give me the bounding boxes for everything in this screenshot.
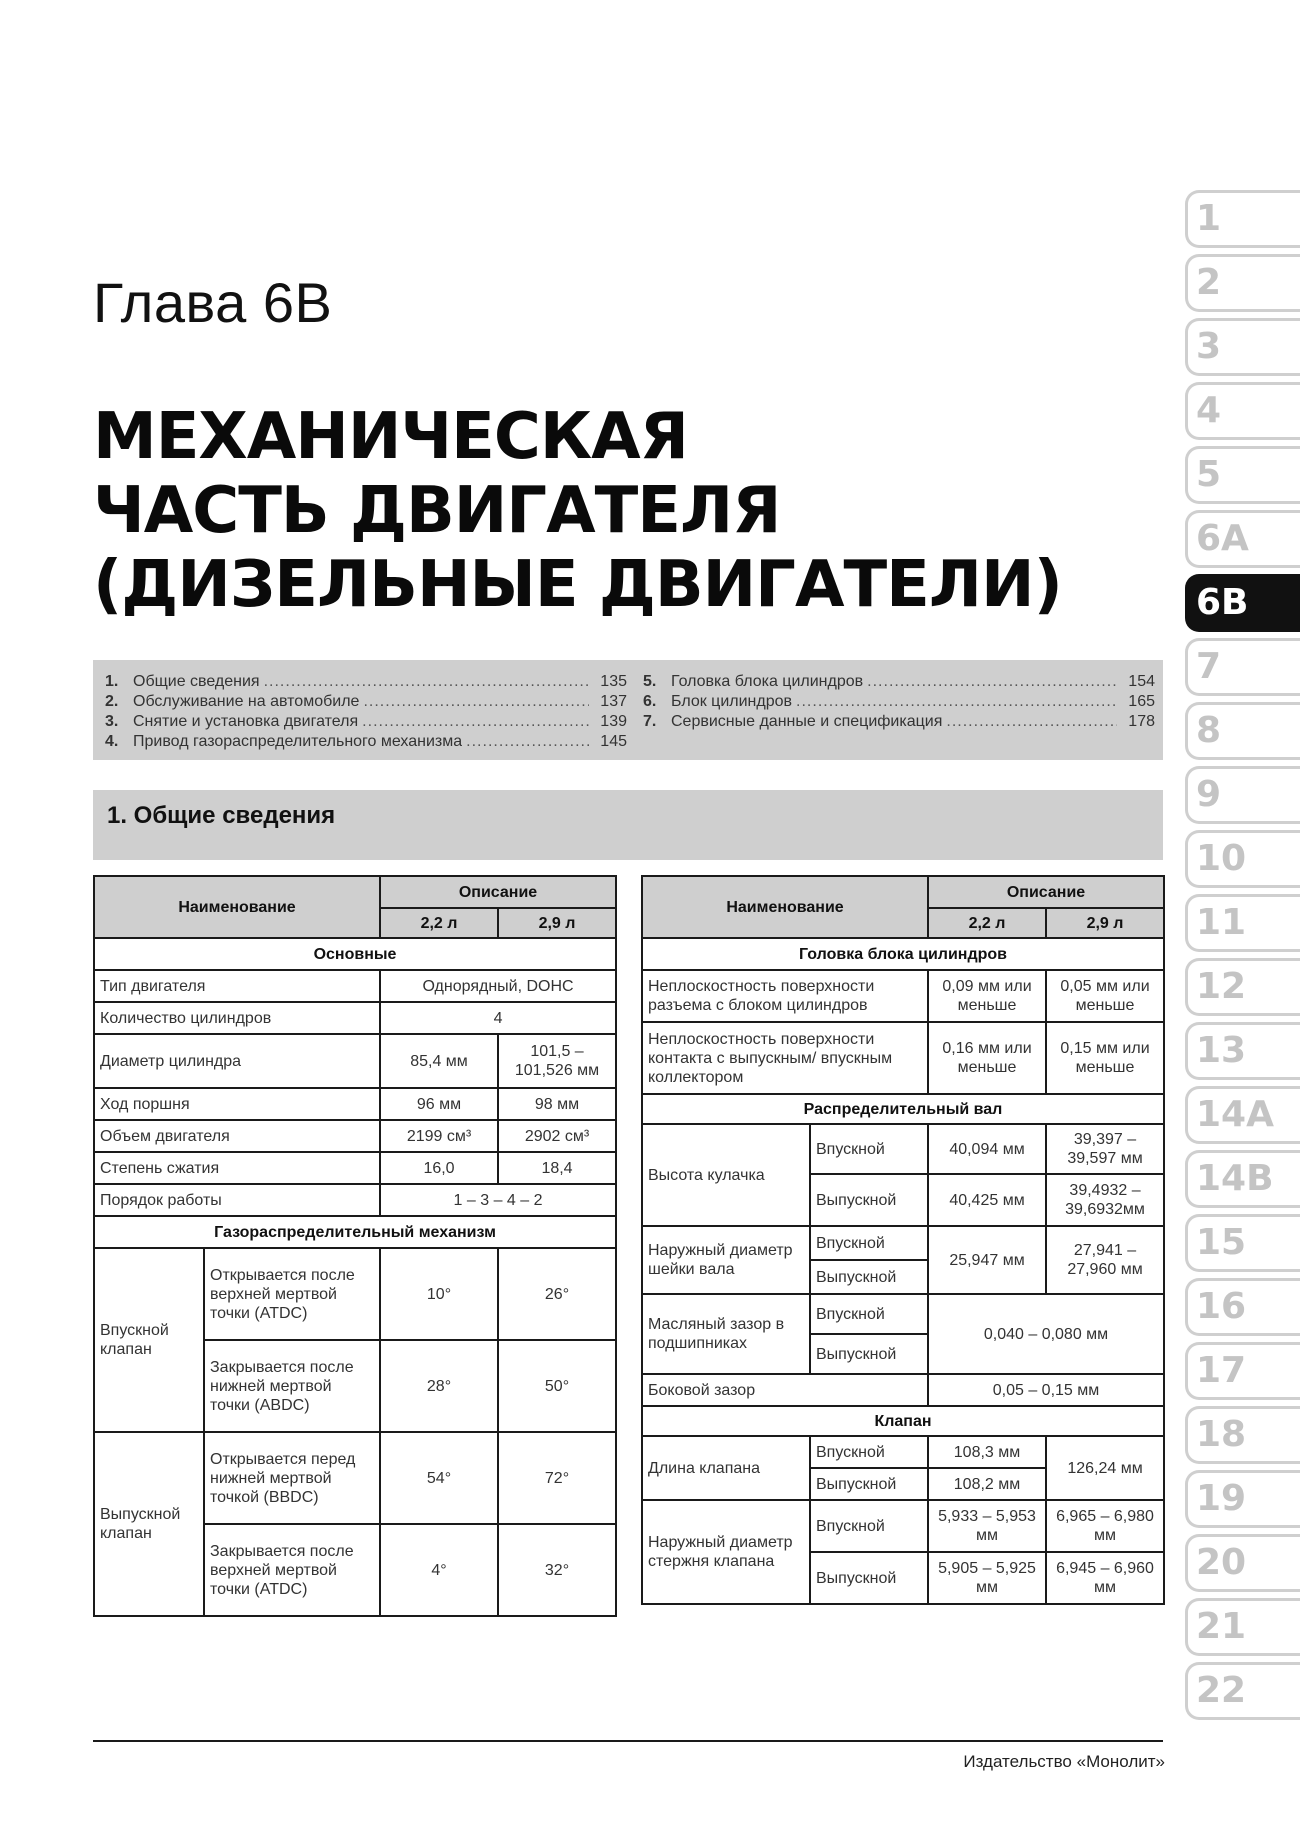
chapter-tab[interactable]: 19: [1185, 1470, 1300, 1528]
header-2-2l: 2,2 л: [928, 908, 1046, 938]
toc-page: 137: [600, 693, 627, 710]
chapter-tab[interactable]: 7: [1185, 638, 1300, 696]
toc-leader: [867, 672, 1117, 692]
row-value-2-2l: 108,3 мм: [928, 1436, 1046, 1468]
row-value-2-9l: 72°: [498, 1432, 616, 1524]
row-value-2-9l: 101,5 – 101,526 мм: [498, 1034, 616, 1088]
chapter-tab[interactable]: 9: [1185, 766, 1300, 824]
table-row: [642, 1124, 1164, 1174]
row-label: Закрывается после нижней мертвой точки (ABDC): [204, 1340, 380, 1432]
toc-title: Головка блока цилиндров: [671, 673, 864, 690]
row-sublabel: Выпускной: [810, 1260, 928, 1294]
toc-page: 154: [1128, 673, 1155, 690]
header-name: Наименование: [642, 876, 928, 938]
row-value-2-2l: 40,094 мм: [928, 1124, 1046, 1174]
row-value-2-9l: 6,965 – 6,980 мм: [1046, 1500, 1164, 1552]
table-row: [642, 970, 1164, 1022]
spec-table-general: [93, 875, 617, 1617]
toc-page: 165: [1128, 693, 1155, 710]
table-row: [642, 1022, 1164, 1094]
table-row: [642, 1294, 1164, 1334]
chapter-tab[interactable]: 8: [1185, 702, 1300, 760]
table-row: [94, 1248, 616, 1340]
toc-title: Привод газораспределительного механизма: [133, 733, 463, 750]
page-title: [93, 400, 1062, 622]
row-sublabel: Впускной: [810, 1294, 928, 1334]
toc-number: 3.: [105, 713, 119, 730]
row-value-2-9l: 27,941 – 27,960 мм: [1046, 1226, 1164, 1294]
toc-item[interactable]: [643, 692, 1155, 712]
row-sublabel: Впускной: [810, 1226, 928, 1260]
row-label: Боковой зазор: [642, 1374, 928, 1406]
row-value-2-9l: 18,4: [498, 1152, 616, 1184]
row-label: Ход поршня: [94, 1088, 380, 1120]
row-value-2-2l: 54°: [380, 1432, 498, 1524]
toc-item[interactable]: [105, 732, 627, 752]
row-sublabel: Впускной: [810, 1500, 928, 1552]
toc-title: Сервисные данные и спецификация: [671, 713, 943, 730]
header-2-2l: 2,2 л: [380, 908, 498, 938]
chapter-tab-active[interactable]: 6В: [1185, 574, 1300, 632]
toc-number: 1.: [105, 673, 119, 690]
row-label: Степень сжатия: [94, 1152, 380, 1184]
toc-leader: [466, 732, 589, 752]
row-value-2-2l: 10°: [380, 1248, 498, 1340]
row-value: 1 – 3 – 4 – 2: [380, 1184, 616, 1216]
table-row: [94, 1184, 616, 1216]
row-label: Неплоскостность поверхности разъема с блоком цилиндров: [642, 970, 928, 1022]
header-description: Описание: [380, 876, 616, 908]
row-label: Количество цилиндров: [94, 1002, 380, 1034]
toc-item[interactable]: [105, 672, 627, 692]
title-line: (ДИЗЕЛЬНЫЕ ДВИГАТЕЛИ): [93, 548, 1062, 622]
toc-column-right: [643, 672, 1155, 732]
table-header-row: [642, 876, 1164, 908]
table-of-contents: [93, 660, 1163, 760]
table-row: [94, 1002, 616, 1034]
toc-item[interactable]: [105, 712, 627, 732]
row-sublabel: Выпускной: [810, 1174, 928, 1226]
chapter-tab[interactable]: 5: [1185, 446, 1300, 504]
row-group-label: Наружный диаметр шейки вала: [642, 1226, 810, 1294]
row-value-2-2l: 108,2 мм: [928, 1468, 1046, 1500]
group-title: Распределительный вал: [642, 1094, 1164, 1124]
spec-table-cylinder-head: [641, 875, 1165, 1605]
row-group-label: Выпускной клапан: [94, 1432, 204, 1616]
row-value-2-2l: 28°: [380, 1340, 498, 1432]
row-value-2-9l: 0,05 мм или меньше: [1046, 970, 1164, 1022]
group-row: [642, 938, 1164, 970]
header-description: Описание: [928, 876, 1164, 908]
toc-title: Снятие и установка двигателя: [133, 713, 359, 730]
toc-number: 7.: [643, 713, 657, 730]
toc-page: 135: [600, 673, 627, 690]
toc-item[interactable]: [105, 692, 627, 712]
toc-leader: [264, 672, 589, 692]
chapter-tab[interactable]: 2: [1185, 254, 1300, 312]
header-name: Наименование: [94, 876, 380, 938]
toc-leader: [946, 712, 1117, 732]
row-sublabel: Выпускной: [810, 1552, 928, 1604]
row-value-2-9l: 98 мм: [498, 1088, 616, 1120]
section-header: [93, 790, 1163, 860]
toc-item[interactable]: [643, 672, 1155, 692]
row-group-label: Длина клапана: [642, 1436, 810, 1500]
table-row: [94, 1432, 616, 1524]
row-value-2-2l: 16,0: [380, 1152, 498, 1184]
toc-column-left: [105, 672, 627, 752]
chapter-tab[interactable]: 3: [1185, 318, 1300, 376]
chapter-tab[interactable]: 22: [1185, 1662, 1300, 1720]
group-title: Основные: [94, 938, 616, 970]
row-label: Объем двигателя: [94, 1120, 380, 1152]
publisher-footer: Издательство «Монолит»: [963, 1752, 1165, 1771]
chapter-tab[interactable]: 4: [1185, 382, 1300, 440]
row-value-2-2l: 2199 см³: [380, 1120, 498, 1152]
group-title: Головка блока цилиндров: [642, 938, 1164, 970]
row-value: 0,040 – 0,080 мм: [928, 1294, 1164, 1374]
table-header-row: [94, 876, 616, 908]
chapter-tab[interactable]: 18: [1185, 1406, 1300, 1464]
chapter-tab[interactable]: 14В: [1185, 1150, 1300, 1208]
group-row: [94, 1216, 616, 1248]
row-value-2-2l: 85,4 мм: [380, 1034, 498, 1088]
row-value: Однорядный, DOHC: [380, 970, 616, 1002]
title-line: МЕХАНИЧЕСКАЯ: [93, 400, 688, 474]
row-value-2-2l: 0,16 мм или меньше: [928, 1022, 1046, 1094]
row-value-2-9l: 6,945 – 6,960 мм: [1046, 1552, 1164, 1604]
toc-number: 5.: [643, 673, 657, 690]
toc-title: Блок цилиндров: [671, 693, 793, 710]
chapter-tab[interactable]: 13: [1185, 1022, 1300, 1080]
chapter-tab[interactable]: 10: [1185, 830, 1300, 888]
toc-number: 4.: [105, 733, 119, 750]
row-value-2-9l: 26°: [498, 1248, 616, 1340]
chapter-tab[interactable]: 6А: [1185, 510, 1300, 568]
row-group-label: Высота кулачка: [642, 1124, 810, 1226]
row-value-2-2l: 0,09 мм или меньше: [928, 970, 1046, 1022]
group-title: Клапан: [642, 1406, 1164, 1436]
chapter-tab[interactable]: 15: [1185, 1214, 1300, 1272]
table-row: [94, 1152, 616, 1184]
row-value: 4: [380, 1002, 616, 1034]
toc-title: Общие сведения: [133, 673, 260, 690]
row-value: 0,05 – 0,15 мм: [928, 1374, 1164, 1406]
chapter-label: Глава 6В: [93, 271, 333, 334]
toc-leader: [362, 712, 589, 732]
row-label: Открывается перед нижней мертвой точкой (BBDC): [204, 1432, 380, 1524]
toc-leader: [363, 692, 589, 712]
footer-divider: [93, 1740, 1163, 1742]
row-label: Неплоскостность поверхности контакта с выпускным/ впускным коллектором: [642, 1022, 928, 1094]
table-row: [94, 1120, 616, 1152]
row-value-2-2l: 25,947 мм: [928, 1226, 1046, 1294]
group-row: [642, 1406, 1164, 1436]
row-sublabel: Впускной: [810, 1436, 928, 1468]
row-value-2-9l: 126,24 мм: [1046, 1436, 1164, 1500]
title-line: ЧАСТЬ ДВИГАТЕЛЯ: [93, 474, 781, 548]
header-2-9l: 2,9 л: [498, 908, 616, 938]
row-label: Диаметр цилиндра: [94, 1034, 380, 1088]
group-row: [642, 1094, 1164, 1124]
section-title: 1. Общие сведения: [107, 802, 336, 829]
row-label: Тип двигателя: [94, 970, 380, 1002]
table-row: [94, 1034, 616, 1088]
row-label: Порядок работы: [94, 1184, 380, 1216]
row-value-2-9l: 50°: [498, 1340, 616, 1432]
chapter-tab[interactable]: 1: [1185, 190, 1300, 248]
row-value-2-2l: 4°: [380, 1524, 498, 1616]
row-group-label: Впускной клапан: [94, 1248, 204, 1432]
row-group-label: Масляный зазор в подшипниках: [642, 1294, 810, 1374]
toc-leader: [796, 692, 1117, 712]
row-value-2-9l: 39,397 – 39,597 мм: [1046, 1124, 1164, 1174]
toc-item[interactable]: [643, 712, 1155, 732]
row-value-2-2l: 96 мм: [380, 1088, 498, 1120]
table-row: [94, 1088, 616, 1120]
toc-page: 178: [1128, 713, 1155, 730]
toc-page: 139: [600, 713, 627, 730]
toc-number: 2.: [105, 693, 119, 710]
row-sublabel: Впускной: [810, 1124, 928, 1174]
toc-title: Обслуживание на автомобиле: [133, 693, 360, 710]
table-row: [642, 1436, 1164, 1468]
row-value-2-2l: 5,933 – 5,953 мм: [928, 1500, 1046, 1552]
row-value-2-9l: 0,15 мм или меньше: [1046, 1022, 1164, 1094]
chapter-tab[interactable]: 20: [1185, 1534, 1300, 1592]
row-sublabel: Выпускной: [810, 1334, 928, 1374]
row-value-2-2l: 40,425 мм: [928, 1174, 1046, 1226]
chapter-tab[interactable]: 11: [1185, 894, 1300, 952]
row-label: Открывается после верхней мертвой точки (ATDC): [204, 1248, 380, 1340]
chapter-tab[interactable]: 17: [1185, 1342, 1300, 1400]
table-row: [642, 1500, 1164, 1552]
toc-page: 145: [600, 733, 627, 750]
row-value-2-9l: 2902 см³: [498, 1120, 616, 1152]
row-label: Закрывается после верхней мертвой точки (ATDC): [204, 1524, 380, 1616]
row-group-label: Наружный диаметр стержня клапана: [642, 1500, 810, 1604]
table-row: [642, 1374, 1164, 1406]
row-value-2-9l: 32°: [498, 1524, 616, 1616]
toc-number: 6.: [643, 693, 657, 710]
header-2-9l: 2,9 л: [1046, 908, 1164, 938]
group-row: [94, 938, 616, 970]
chapter-tab[interactable]: 21: [1185, 1598, 1300, 1656]
chapter-tab[interactable]: 12: [1185, 958, 1300, 1016]
row-sublabel: Выпускной: [810, 1468, 928, 1500]
row-value-2-9l: 39,4932 – 39,6932мм: [1046, 1174, 1164, 1226]
row-value-2-2l: 5,905 – 5,925 мм: [928, 1552, 1046, 1604]
group-title: Газораспределительный механизм: [94, 1216, 616, 1248]
chapter-tab[interactable]: 16: [1185, 1278, 1300, 1336]
table-row: [642, 1226, 1164, 1260]
chapter-tab[interactable]: 14А: [1185, 1086, 1300, 1144]
table-row: [94, 970, 616, 1002]
